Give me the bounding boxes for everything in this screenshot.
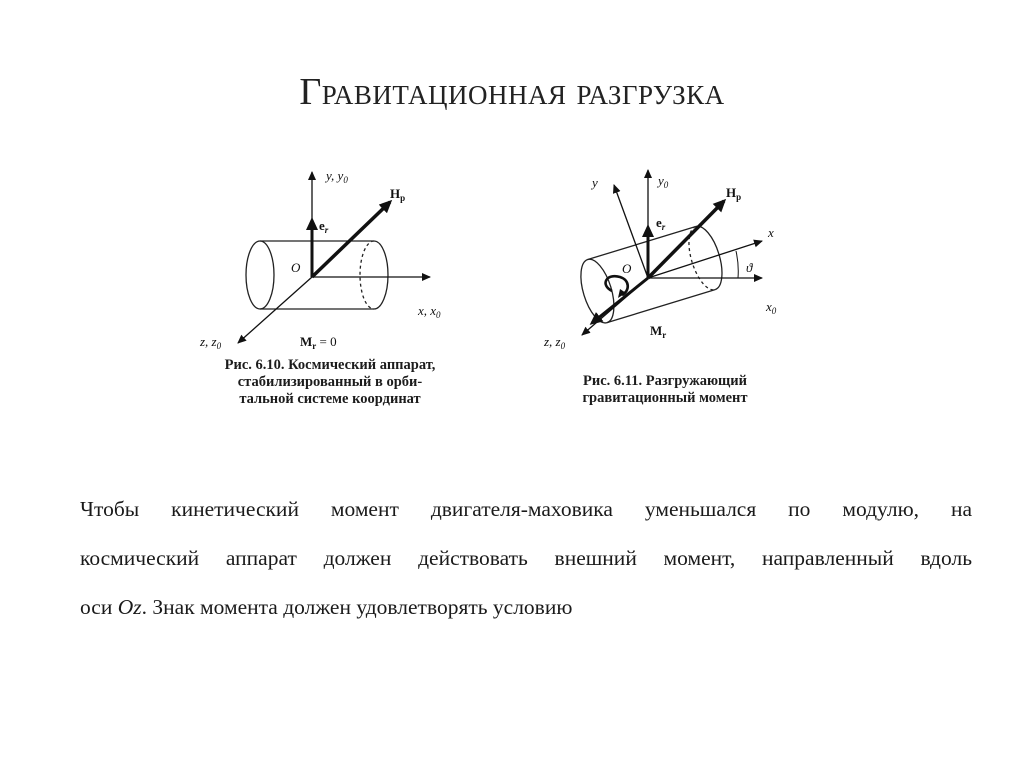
paragraph-line: Чтобы кинетический момент двигателя-маховика уменьшался по модулю, на xyxy=(80,497,972,521)
origin-label: O xyxy=(291,260,301,275)
hp-vector xyxy=(312,202,390,277)
figure-6-11-diagram xyxy=(540,165,790,365)
hp-label: $H_p$ xyxy=(726,185,742,202)
z-axis-label: z, $z_0$ xyxy=(200,334,222,351)
figure-6-11 xyxy=(540,165,790,420)
y0-axis-label: $y_0$ xyxy=(658,173,669,190)
body-paragraph xyxy=(80,485,972,632)
caption-line: гравитационный момент xyxy=(582,390,748,406)
figure-6-10-caption xyxy=(190,357,470,408)
caption-line: Рис. 6.11. Разгружающий xyxy=(583,373,747,389)
paragraph-line: космический аппарат должен действовать внешний момент, направленный вдоль xyxy=(80,546,972,570)
z-axis-label: z, $z_0$ xyxy=(544,334,566,351)
figure-6-10 xyxy=(190,160,470,425)
y-axis-label: y xyxy=(592,175,598,190)
axis-oz: Oz xyxy=(117,595,142,619)
slide-title: Гравитационная разгрузка xyxy=(299,71,725,113)
mr-label: $M_r$ xyxy=(650,323,667,340)
origin-label: O xyxy=(622,261,632,276)
x0-axis-label: $x_0$ xyxy=(766,299,777,316)
mr-vector xyxy=(592,278,648,323)
figure-6-10-diagram xyxy=(190,160,470,360)
hp-label: $H_p$ xyxy=(390,186,406,203)
er-label: $e_r$ xyxy=(656,215,666,232)
paragraph-line xyxy=(80,583,972,632)
y-axis-label: y, $y_0$ xyxy=(326,168,348,185)
caption-line: Рис. 6.10. Космический аппарат, xyxy=(224,357,436,373)
paragraph-text: . Знак момента должен удовлетворять условию xyxy=(141,595,573,619)
cylinder-body xyxy=(246,241,388,309)
mr-label: $M_r = 0$ xyxy=(300,334,337,351)
figure-6-11-caption xyxy=(540,373,790,407)
x-axis-label: x xyxy=(768,225,774,240)
x-axis-label: x, $x_0$ xyxy=(418,303,441,320)
theta-arc xyxy=(736,251,738,278)
caption-line: тальной системе координат xyxy=(239,391,421,407)
theta-label: ϑ xyxy=(746,260,753,275)
paragraph-text: оси xyxy=(80,595,118,619)
er-label: $e_r$ xyxy=(319,218,329,235)
caption-line: стабилизированный в орби- xyxy=(237,374,423,390)
